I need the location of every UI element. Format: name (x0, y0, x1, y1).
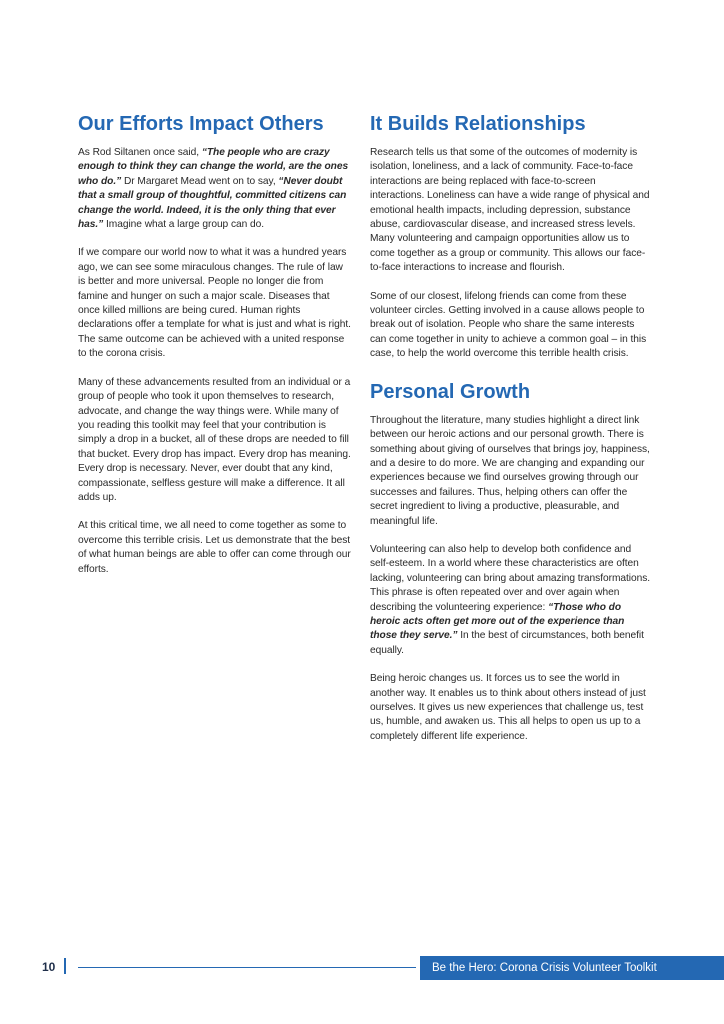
paragraph-critical-time: At this critical time, we all need to come together as some to overcome this terrible crisis. Let us demonstrate that the best of what human beings are able to offer can come through our efforts. (78, 520, 351, 575)
paragraph-confidence (370, 543, 651, 658)
footer-title-banner (420, 956, 724, 980)
footer-divider (64, 958, 66, 974)
paragraph-friends: Some of our closest, lifelong friends can come from these volunteer circles. Getting involved in a cause allows people to break out of isolation. People who share the same interests can come together in unity to achieve a common goal – in this case, to help the world overcome this terrible health crisis. (370, 290, 647, 360)
section-heading-efforts: Our Efforts Impact Others (78, 113, 324, 135)
paragraph-advancements: Many of these advancements resulted from an individual or a group of people who took it upon themselves to research, advocate, and change the way things were. While many of you reading this toolkit may feel that your contribution is simply a drop in a bucket, all of these drops are needed to fill that bucket. Every drop has impact. Every drop has meaning. Every drop is necessary. Never, ever doubt that any kind, compassionate, selfless gesture will make a difference. It all adds up. (78, 376, 351, 503)
confidence-text: Volunteering can also help to develop both confidence and self-esteem. In a world where these characteristics are often lacking, volunteering can bring about amazing transformations. This phrase is often repeated over and over again when describing the volunteering experience: (370, 543, 651, 613)
quote-siltanen: “The people who are crazy enough to think they can change the world, are the ones who do.” (78, 147, 349, 187)
quote-bridge: Dr Margaret Mead went on to say, (121, 175, 279, 187)
quote-mead: “Never doubt that a small group of thoughtful, committed citizens can change the world. Indeed, it is the only thing that ever has.” (78, 175, 347, 231)
paragraph-world-changes: If we compare our world now to what it was a hundred years ago, we can see some miraculous changes. The rule of law is better and more universal. People no longer die from famine and hunger on such a major scale. Diseases that once killed millions are being cured. Human rights declarations offer a template for what is just and what is right. The same outcome can be achieved with a united response to the corona crisis. (78, 247, 351, 360)
quote-intro: As Rod Siltanen once said, (78, 147, 202, 158)
paragraph-research: Research tells us that some of the outcomes of modernity is isolation, loneliness, and a lack of community. Face-to-face interactions are being replaced with face-to-screen interactions. Loneliness can have a wide range of physical and emotional health impacts, including depression, substance abuse, cardiovascular disease, and increased stress levels. Many volunteering and campaign opportunities allow us to come together as a group or community. This allows our face-to-face interactions to increase and flourish. (370, 147, 650, 274)
confidence-outro: In the best of circumstances, both benefit equally. (370, 630, 644, 656)
quote-heroic-acts: “Those who do heroic acts often get more out of the experience than those they serve.” (370, 601, 625, 642)
paragraph-being-heroic: Being heroic changes us. It forces us to see the world in another way. It enables us to think about others instead of just ourselves. It gives us new experiences that challenge us, test us, humble, and awaken us. This all helps to open us up to a completely different life experience. (370, 673, 646, 742)
section-heading-relationships: It Builds Relationships (370, 113, 586, 135)
section-heading-growth: Personal Growth (370, 380, 531, 403)
right-column (370, 112, 651, 758)
left-column (78, 112, 352, 591)
quote-outro: Imagine what a large group can do. (103, 219, 265, 231)
footer-title: Be the Hero: Corona Crisis Volunteer Toolkit (432, 962, 657, 974)
paragraph-literature: Throughout the literature, many studies highlight a direct link between our heroic actions and our personal growth. There is something about giving of ourselves that brings joy, happiness, and a desire to do more. We are changing and expanding our experiences because we find ourselves growing through our successes and failures. Thus, helping others can offer the secret ingredient to living a productive, pleasurable, and meaningful life. (370, 414, 650, 527)
page-number: 10 (42, 960, 56, 974)
footer-rule (78, 967, 416, 968)
paragraph-quotes (78, 146, 352, 232)
